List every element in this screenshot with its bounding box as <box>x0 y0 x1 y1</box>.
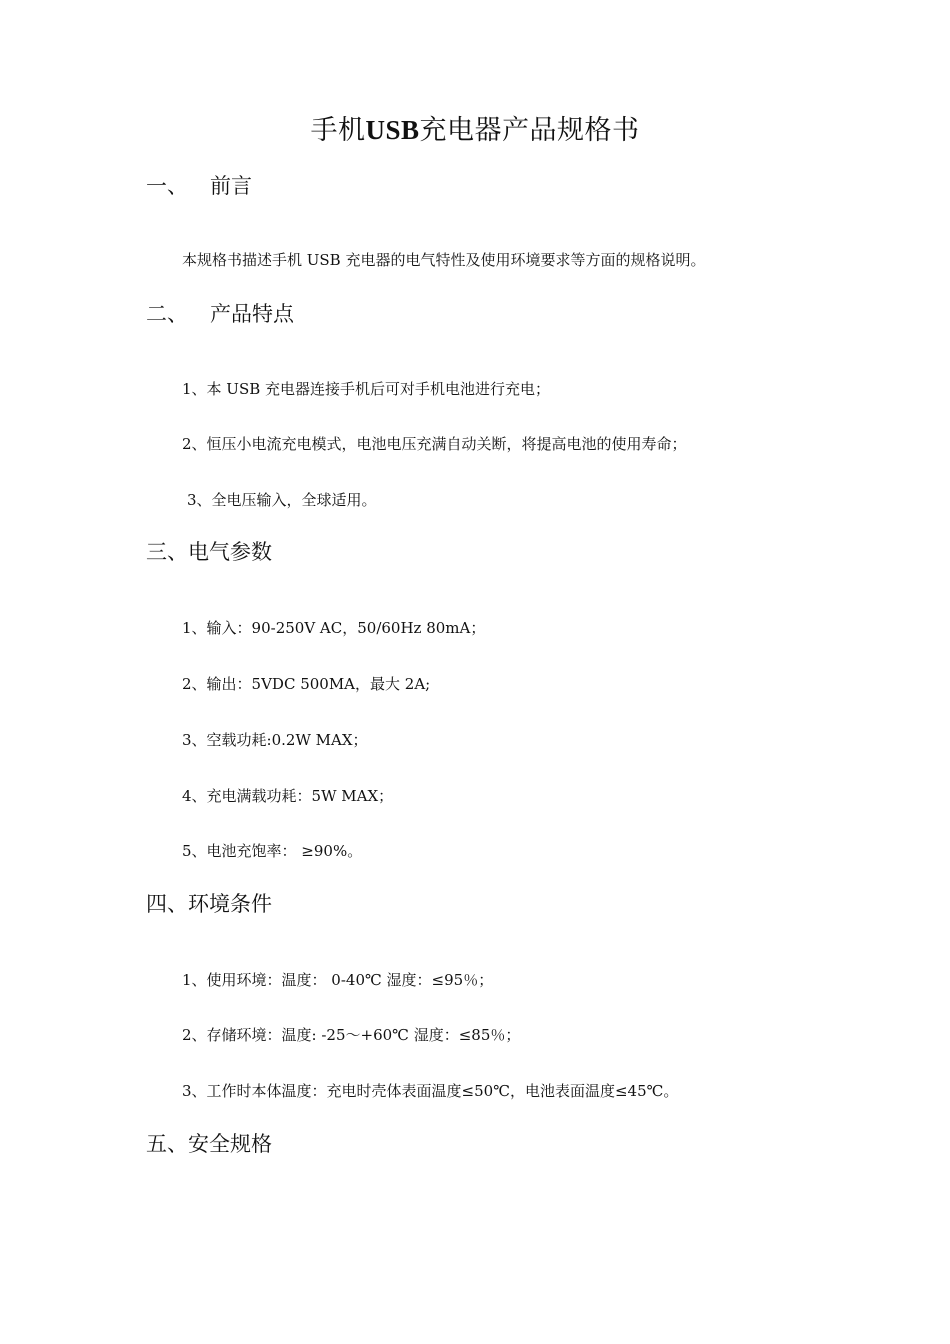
section-title: 环境条件 <box>188 892 272 916</box>
feature-item: 1、本 USB 充电器连接手机后可对手机电池进行充电； <box>182 380 551 398</box>
section-number: 五、 <box>146 1132 188 1156</box>
electrical-item: 5、电池充饱率： ≥90%。 <box>182 842 363 860</box>
feature-item: 3、全电压输入，全球适用。 <box>187 491 377 509</box>
title-usb: USB <box>365 115 420 145</box>
section-title: 产品特点 <box>210 302 294 326</box>
preface-paragraph: 本规格书描述手机 USB 充电器的电气特性及使用环境要求等方面的规格说明。 <box>182 251 706 269</box>
section-heading-electrical <box>146 538 272 566</box>
feature-item: 2、恒压小电流充电模式，电池电压充满自动关断，将提高电池的使用寿命； <box>182 435 687 453</box>
section-number: 四、 <box>146 892 188 916</box>
electrical-item: 1、输入：90-250V AC，50/60Hz 80mA； <box>182 619 486 637</box>
electrical-item: 2、输出：5VDC 500MA，最大 2A; <box>182 675 431 693</box>
section-number: 三、 <box>146 540 188 564</box>
section-heading-features <box>146 300 294 328</box>
electrical-item: 4、充电满载功耗：5W MAX； <box>182 787 394 805</box>
section-title: 电气参数 <box>188 540 272 564</box>
environment-item: 1、使用环境：温度： 0-40℃ 湿度：≤95％； <box>182 971 494 989</box>
title-suffix: 充电器产品规格书 <box>419 115 640 146</box>
title-prefix: 手机 <box>310 115 366 146</box>
section-heading-environment <box>146 890 272 918</box>
electrical-item: 3、空载功耗:0.2W MAX； <box>182 731 368 749</box>
environment-item: 2、存储环境：温度: -25～+60℃ 湿度：≤85％； <box>182 1026 521 1044</box>
section-title: 安全规格 <box>188 1132 272 1156</box>
document-title <box>0 112 950 149</box>
section-heading-preface <box>146 172 252 200</box>
section-title: 前言 <box>210 174 252 198</box>
section-number: 二、 <box>146 302 188 326</box>
section-heading-safety <box>146 1130 272 1158</box>
section-number: 一、 <box>146 174 188 198</box>
environment-item: 3、工作时本体温度：充电时壳体表面温度≤50℃，电池表面温度≤45℃。 <box>182 1082 679 1100</box>
